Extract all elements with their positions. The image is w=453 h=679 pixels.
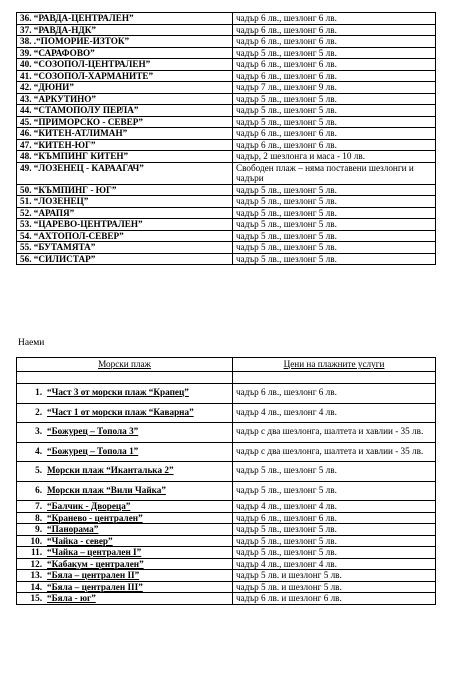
beach-name-cell: 43. “АРКУТИНО” [17, 93, 233, 105]
beach-name: “Бяла - юг” [47, 593, 96, 603]
price-cell: чадър, 2 шезлонга и маса - 10 лв. [233, 151, 436, 163]
row-number: 1. [35, 387, 42, 397]
price-cell: чадър 6 лв., шезлонг 6 лв. [233, 128, 436, 140]
beach-name-cell: 49. “ЛОЗЕНЕЦ - КАРААГАЧ” [17, 162, 233, 184]
row-number: 7. [35, 501, 42, 511]
price-cell: чадър 5 лв., шезлонг 5 лв. [233, 93, 436, 105]
beach-name-cell [17, 593, 233, 605]
table-row [17, 116, 436, 128]
beach-name: “Чайка - север” [47, 535, 113, 546]
price-cell: Свободен плаж – няма поставени шезлонги и чадъри [233, 162, 436, 184]
table-row [17, 581, 436, 593]
row-number: 3. [35, 426, 42, 436]
beach-name-cell: 48. “КЪМПИНГ КИТЕН” [17, 151, 233, 163]
beach-name-cell: 41. “СОЗОПОЛ-ХАРМАНИТЕ” [17, 70, 233, 82]
price-cell: чадър 5 лв., шезлонг 5 лв. [233, 547, 436, 559]
rentals-table [16, 357, 436, 605]
beach-name-cell [17, 423, 233, 443]
price-cell: чадър 5 лв., шезлонг 5 лв. [233, 535, 436, 547]
beach-name-cell: 55. “БУТАМЯТА” [17, 242, 233, 254]
price-cell: чадър 5 лв., шезлонг 5 лв. [233, 253, 436, 265]
beach-name: “Част 1 от морски плаж “Каварна” [47, 406, 194, 417]
table-row [17, 593, 436, 605]
table-row [17, 524, 436, 536]
beach-name: “Кабакум - централен” [47, 558, 144, 569]
table-row [17, 403, 436, 423]
price-cell: чадър 5 лв., шезлонг 5 лв. [233, 105, 436, 117]
beach-name-cell: 39. “САРАФОВО” [17, 47, 233, 59]
beach-name: “Божурец – Тополa 1” [47, 445, 139, 456]
beach-name-cell: 50. “КЪМПИНГ - ЮГ” [17, 184, 233, 196]
section-label: Наеми [18, 338, 45, 348]
table-row [17, 462, 436, 482]
price-cell: чадър 5 лв., шезлонг 5 лв. [233, 462, 436, 482]
row-number: 8. [35, 512, 42, 523]
beach-name: “Чайка – централен I” [47, 547, 142, 557]
header-prices: Цени на плажните услуги [233, 358, 436, 372]
row-number: 9. [35, 524, 42, 534]
table-row [17, 219, 436, 231]
row-number: 11. [31, 547, 42, 557]
table-row [17, 24, 436, 36]
row-number: 12. [30, 558, 42, 569]
beach-name-cell [17, 501, 233, 513]
price-cell: чадър 5 лв., шезлонг 5 лв. [233, 242, 436, 254]
beach-name-cell: 47. “КИТЕН-ЮГ” [17, 139, 233, 151]
price-cell: чадър 5 лв., шезлонг 5 лв. [233, 524, 436, 536]
table-row [17, 230, 436, 242]
beach-name: Морски плаж “Вили Чайка” [47, 484, 166, 495]
table-row [17, 558, 436, 570]
price-cell: чадър 5 лв., шезлонг 5 лв. [233, 207, 436, 219]
price-cell: чадър 6 лв., шезлонг 6 лв. [233, 13, 436, 25]
beach-name-cell [17, 581, 233, 593]
table-row [17, 547, 436, 559]
table-row [17, 384, 436, 404]
beach-name: “Част 3 от морски плаж “Крапец” [47, 387, 189, 397]
table-row [17, 570, 436, 582]
price-cell: чадър 5 лв., шезлонг 5 лв. [233, 196, 436, 208]
beach-name: “Бяла – централен III” [47, 581, 143, 592]
row-number: 14. [30, 581, 42, 592]
row-number: 6. [35, 484, 42, 495]
row-number: 15. [30, 593, 42, 603]
beach-name-cell: 42. “ДЮНИ” [17, 82, 233, 94]
row-number: 10. [30, 535, 42, 546]
price-cell: чадър 7 лв., шезлонг 9 лв. [233, 82, 436, 94]
blank-row [17, 372, 436, 384]
price-cell: чадър 6 лв., шезлонг 6 лв. [233, 59, 436, 71]
beach-name-cell [17, 524, 233, 536]
table-row [17, 481, 436, 501]
table-row [17, 105, 436, 117]
price-cell: чадър 6 лв. и шезлонг 6 лв. [233, 593, 436, 605]
beach-name-cell [17, 481, 233, 501]
beach-name: “Балчик - Дворецa” [47, 501, 131, 511]
table-row [17, 82, 436, 94]
table-row [17, 70, 436, 82]
table-row [17, 253, 436, 265]
beach-name: Морски плаж “Иканталька 2” [47, 465, 174, 475]
beach-name-cell: 44. “СТАМОПОЛУ ПЕРЛА” [17, 105, 233, 117]
beach-name-cell: 56. “СИЛИСТАР” [17, 253, 233, 265]
beach-name-cell: 54. “АХТОПОЛ-СЕВЕР” [17, 230, 233, 242]
beach-name-cell [17, 512, 233, 524]
price-cell: чадър 5 лв., шезлонг 5 лв. [233, 184, 436, 196]
price-cell: чадър 5 лв., шезлонг 5 лв. [233, 230, 436, 242]
price-cell: чадър 6 лв., шезлонг 6 лв. [233, 139, 436, 151]
beach-name-cell: 36. “РАВДА-ЦЕНТРАЛЕН” [17, 13, 233, 25]
price-cell: чадър 5 лв., шезлонг 5 лв. [233, 47, 436, 59]
beach-name-cell [17, 558, 233, 570]
beach-name-cell: 37. “РАВДА-НДК” [17, 24, 233, 36]
table-row [17, 162, 436, 184]
beach-name-cell: 51. “ЛОЗЕНЕЦ” [17, 196, 233, 208]
table-row [17, 139, 436, 151]
table-row [17, 501, 436, 513]
price-cell: чадър 6 лв., шезлонг 6 лв. [233, 70, 436, 82]
table-header-row [17, 358, 436, 372]
beach-name-cell: 52. “АРАПЯ” [17, 207, 233, 219]
beach-name: “Панорама” [47, 524, 99, 534]
beach-name-cell [17, 403, 233, 423]
price-cell: чадър с два шезлонга, шалтета и хавлии - 35 лв. [233, 442, 436, 462]
table-row [17, 512, 436, 524]
table-row [17, 196, 436, 208]
header-beach: Морски плаж [17, 358, 233, 372]
table-row [17, 47, 436, 59]
beach-name: “Божурец – Тополa 3” [47, 426, 139, 436]
price-cell: чадър 6 лв., шезлонг 6 лв. [233, 384, 436, 404]
table-row [17, 13, 436, 25]
row-number: 5. [35, 465, 42, 475]
price-cell: чадър 5 лв., шезлонг 5 лв. [233, 481, 436, 501]
table-row [17, 207, 436, 219]
price-cell: чадър 4 лв., шезлонг 4 лв. [233, 501, 436, 513]
beach-name-cell [17, 547, 233, 559]
beach-name-cell: 46. “КИТЕН-АТЛИМАН” [17, 128, 233, 140]
price-cell: чадър с два шезлонга, шалтета и хавлии - 35 лв. [233, 423, 436, 443]
beach-name-cell [17, 570, 233, 582]
beach-name-cell [17, 442, 233, 462]
table-row [17, 36, 436, 48]
table-row [17, 59, 436, 71]
price-cell: чадър 6 лв., шезлонг 6 лв. [233, 36, 436, 48]
table-row [17, 442, 436, 462]
price-cell: чадър 5 лв. и шезлонг 5 лв. [233, 570, 436, 582]
table-row [17, 535, 436, 547]
beach-name-cell [17, 384, 233, 404]
price-cell: чадър 4 лв., шезлонг 4 лв. [233, 558, 436, 570]
price-cell: чадър 5 лв. и шезлонг 5 лв. [233, 581, 436, 593]
beach-name-cell [17, 535, 233, 547]
table-row [17, 128, 436, 140]
row-number: 2. [35, 406, 42, 417]
table-row [17, 242, 436, 254]
price-cell: чадър 5 лв., шезлонг 5 лв. [233, 116, 436, 128]
beach-name-cell: 45. “ПРИМОРСКО - СЕВЕР” [17, 116, 233, 128]
table-row [17, 151, 436, 163]
beach-name-cell: 53. “ЦАРЕВО-ЦЕНТРАЛЕН” [17, 219, 233, 231]
price-cell: чадър 5 лв., шезлонг 5 лв. [233, 219, 436, 231]
price-cell: чадър 4 лв., шезлонг 4 лв. [233, 403, 436, 423]
price-cell: чадър 6 лв., шезлонг 6 лв. [233, 512, 436, 524]
table-row [17, 423, 436, 443]
beach-prices-table-1 [16, 12, 436, 265]
beach-name-cell: 38. .“ПОМОРИЕ-ИЗТОК” [17, 36, 233, 48]
price-cell: чадър 6 лв., шезлонг 6 лв. [233, 24, 436, 36]
row-number: 4. [35, 445, 42, 456]
beach-name-cell: 40. “СОЗОПОЛ-ЦЕНТРАЛЕН” [17, 59, 233, 71]
row-number: 13. [30, 570, 42, 580]
beach-name-cell [17, 462, 233, 482]
beach-name: “Кранево - централен” [47, 512, 143, 523]
beach-name: “Бяла – централен II” [47, 570, 140, 580]
table-row [17, 184, 436, 196]
table-row [17, 93, 436, 105]
